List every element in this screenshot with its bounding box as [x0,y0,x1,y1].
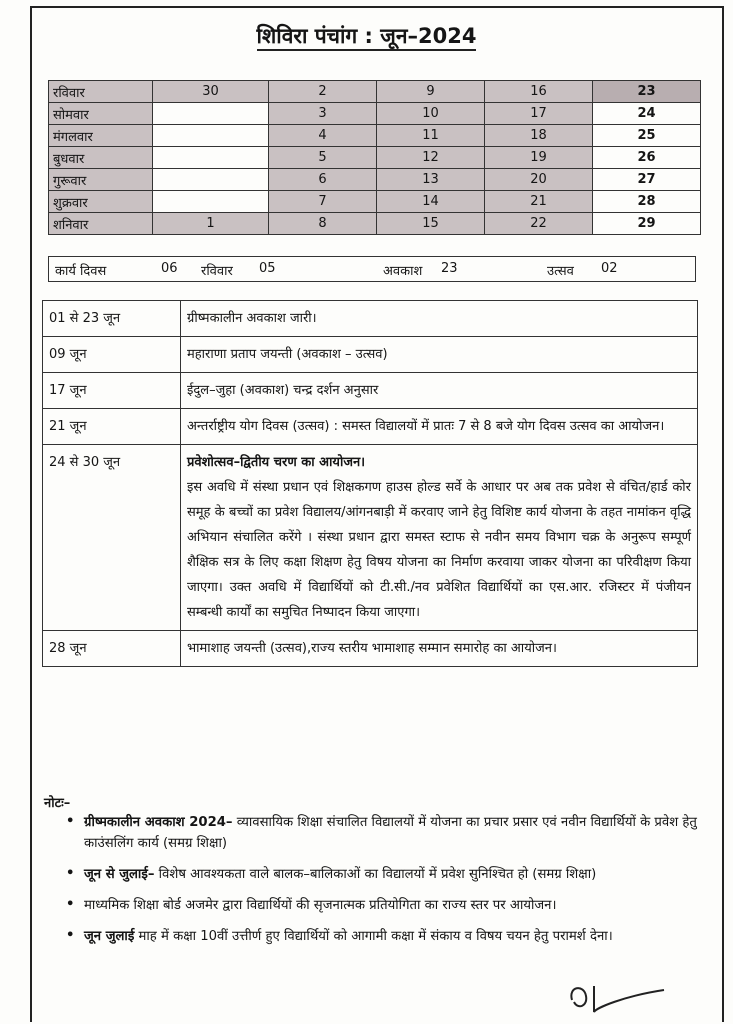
events-table [42,300,698,667]
date-cell: 7 [269,191,377,213]
calendar-row [49,147,701,169]
calendar-row [49,81,701,103]
event-date: 24 से 30 जून [43,445,181,631]
festival-label: उत्सव [547,264,574,279]
calendar-row [49,125,701,147]
bullet-icon: • [66,814,75,829]
weekday-label: सोमवार [49,103,153,125]
date-cell: 8 [269,213,377,235]
date-cell: 16 [485,81,593,103]
weekday-label: बुधवार [49,147,153,169]
event-text: ग्रीष्मकालीन अवकाश जारी। [181,301,698,337]
date-cell: 14 [377,191,485,213]
calendar-summary [48,256,696,282]
date-cell: 26 [593,147,701,169]
date-cell: 27 [593,169,701,191]
bullet-icon: • [66,928,75,943]
page-title: शिविरा पंचांग : जून–2024 [0,22,733,50]
date-cell: 17 [485,103,593,125]
event-text [181,445,698,631]
date-cell: 9 [377,81,485,103]
table-row [43,409,698,445]
date-cell [153,125,269,147]
date-cell: 23 [593,81,701,103]
weekday-label: शुक्रवार [49,191,153,213]
calendar-row [49,191,701,213]
date-cell: 25 [593,125,701,147]
date-cell: 4 [269,125,377,147]
holidays-value: 23 [441,261,458,276]
event-heading: प्रवेशोत्सव–द्वितीय चरण का आयोजन। [187,455,366,470]
list-item: • माध्यमिक शिक्षा बोर्ड अजमेर द्वारा विद्यार्थियों की सृजनात्मक प्रतियोगिता का राज्य स्तर पर आयोजन। [62,895,702,916]
calendar-grid [48,80,701,235]
work-days-value: 06 [161,261,178,276]
date-cell: 1 [153,213,269,235]
event-text [181,409,698,445]
weekday-label: शनिवार [49,213,153,235]
date-cell: 18 [485,125,593,147]
date-cell: 30 [153,81,269,103]
table-row [43,631,698,667]
event-paragraph: इस अवधि में संस्था प्रधान एवं शिक्षकगण हाउस होल्ड सर्वे के आधार पर अब तक प्रवेश से वंचित/हार्ड कोर समूह के बच्चों का प्रवेश विद्यालय/आंगनबाड़ी में करवाए जाने हेतु विशिष्ट कार्य योजना के तहत नामांकन वृद्धि अभियान संचालित करेंगे । संस्था प्रधान द्वारा समस्त स्टाफ से नवीन समय विभाग चक्र के अनुरूप सम्पूर्ण शैक्षिक सत्र के लिए कक्षा शिक्षण हेतु विषय योजना का निर्माण करवाया जाकर योजना का परिवीक्षण किया जाएगा। उक्त अवधि में विद्यार्थियों को टी.सी./नव प्रवेशित विद्यार्थियों का एस.आर. रजिस्टर में पंजीयन सम्बन्धी कार्यों का समुचित निष्पादन किया जाएगा। [187,480,691,620]
date-cell [153,169,269,191]
date-cell: 10 [377,103,485,125]
event-date: 21 जून [43,409,181,445]
table-row [43,301,698,337]
date-cell [153,191,269,213]
sundays-label: रविवार [201,264,233,279]
date-cell: 19 [485,147,593,169]
event-date: 28 जून [43,631,181,667]
work-days-label: कार्य दिवस [55,264,107,279]
event-paragraph: अन्तर्राष्ट्रीय योग दिवस (उत्सव) : समस्त विद्यालयों में प्रातः 7 से 8 बजे योग दिवस उत्सव का आयोजन। [187,419,665,434]
table-row [43,337,698,373]
calendar-row [49,103,701,125]
date-cell: 20 [485,169,593,191]
calendar-row [49,169,701,191]
date-cell: 2 [269,81,377,103]
notes-list [62,812,702,957]
table-row [43,445,698,631]
table-row [43,373,698,409]
date-cell: 21 [485,191,593,213]
sundays-value: 05 [259,261,276,276]
list-item: • ग्रीष्मकालीन अवकाश 2024– व्यावसायिक शिक्षा संचालित विद्यालयों में योजना का प्रचार प्रसार एवं नवीन विद्यार्थियों के प्रवेश हेतु काउंसलिंग कार्य (समग्र शिक्षा) [62,812,702,854]
date-cell: 22 [485,213,593,235]
bullet-icon: • [66,866,75,881]
list-item: • जून जुलाई माह में कक्षा 10वीं उत्तीर्ण हुए विद्यार्थियों को आगामी कक्षा में संकाय व विषय चयन हेतु परामर्श देना। [62,926,702,947]
weekday-label: रविवार [49,81,153,103]
date-cell: 24 [593,103,701,125]
date-cell: 3 [269,103,377,125]
holidays-label: अवकाश [383,264,423,279]
calendar-row [49,213,701,235]
event-text: ईदुल–जुहा (अवकाश) चन्द्र दर्शन अनुसार [181,373,698,409]
festival-value: 02 [601,261,618,276]
date-cell: 11 [377,125,485,147]
event-date: 01 से 23 जून [43,301,181,337]
event-date: 17 जून [43,373,181,409]
event-text: भामाशाह जयन्ती (उत्सव),राज्य स्तरीय भामाशाह सम्मान समारोह का आयोजन। [181,631,698,667]
date-cell: 13 [377,169,485,191]
event-text: महाराणा प्रताप जयन्ती (अवकाश – उत्सव) [181,337,698,373]
list-item: • जून से जुलाई– विशेष आवश्यकता वाले बालक–बालिकाओं का विद्यालयों में प्रवेश सुनिश्चित हो (समग्र शिक्षा) [62,864,702,885]
date-cell: 15 [377,213,485,235]
date-cell: 29 [593,213,701,235]
date-cell: 5 [269,147,377,169]
event-date: 09 जून [43,337,181,373]
signature-icon [564,978,674,1018]
date-cell: 12 [377,147,485,169]
weekday-label: गुरूवार [49,169,153,191]
notes-heading: नोटः– [44,796,71,811]
bullet-icon: • [66,897,75,912]
date-cell: 28 [593,191,701,213]
date-cell: 6 [269,169,377,191]
date-cell [153,103,269,125]
weekday-label: मंगलवार [49,125,153,147]
date-cell [153,147,269,169]
